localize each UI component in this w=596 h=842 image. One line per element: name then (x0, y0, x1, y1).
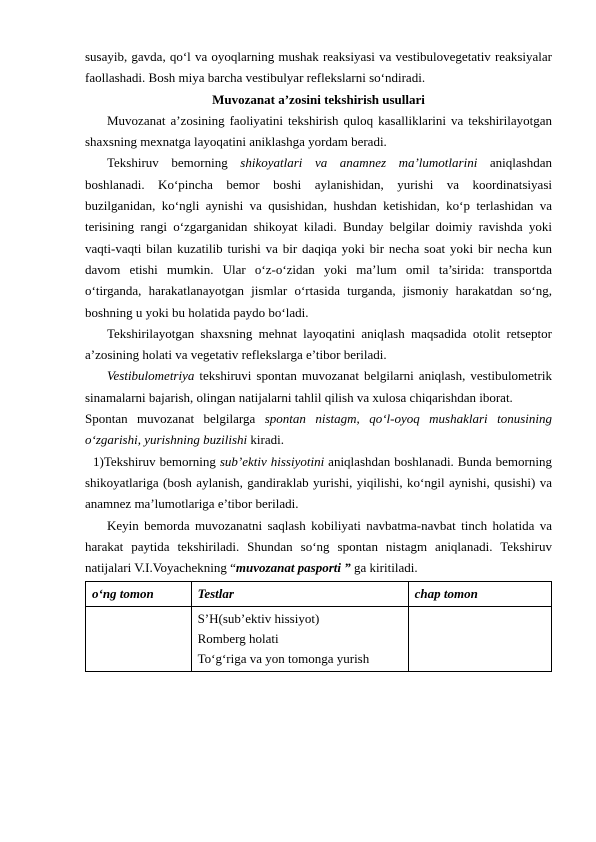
passport-table (85, 581, 552, 672)
paragraph-purpose: Muvozanat a’zosining faoliyatini tekshirish quloq kasalliklarini va tekshirilayotgan shaxsning mexnatga layoqatini aniklashga yordam beradi. (85, 112, 552, 150)
table-header-row (86, 582, 552, 607)
paragraph-vestibulometry: Vestibulometriya tekshiruvi spontan muvozanat belgilarni aniqlash, vestibulometrik sinamalarni bajarish, olingan natijalarni tahlil qilish va xulosa chiqarishdan iborat. (85, 368, 552, 405)
test-item: S’H(sub’ektiv hissiyot) (197, 611, 320, 627)
paragraph-intro: susayib, gavda, qo‘l va oyoqlarning mushak reaksiyasi va vestibulovegetativ reaksiyalar faollashadi. Bosh miya barcha vestibulyar reflekslarni so‘ndiradi. (85, 49, 552, 86)
test-item: Romberg holati (197, 631, 279, 647)
paragraph-subjective: 1)Tekshiruv bemorning sub’ektiv hissiyotini aniqlashdan boshlanadi. Bunda bemorning shikoyatlariga (bosh aylanish, gandiraklab yurishi, yiqilishi, ko‘ngil aynishi, qusishi) va anamnez ma’lumotlariga e’tibor beriladi. (85, 453, 552, 512)
test-item: To‘g‘riga va yon tomonga yurish (197, 651, 370, 667)
paragraph-passport: Keyin bemorda muvozanatni saqlash kobiliyati navbatma-navbat tinch holatida va harakat paytida tekshiriladi. Shundan so‘ng spontan nistagm aniqlanadi. Tekshiruv natijalari V.I.Voyachekning “muvozanat pasporti ” ga kiritiladi. (85, 517, 552, 576)
paragraph-spontaneous-signs: Spontan muvozanat belgilarga spontan nistagm, qo‘l-oyoq mushaklari tonusining o‘zgarishi, yurishning buzilishi kiradi. (85, 411, 553, 448)
header-tests: Testlar (191, 582, 408, 607)
table-row (86, 607, 552, 672)
section-heading: Muvozanat a’zosini tekshirish usullari (212, 91, 425, 107)
header-left-side: chap tomon (408, 582, 551, 607)
header-right-side: o‘ng tomon (86, 582, 192, 607)
document-page (85, 46, 552, 672)
paragraph-complaints: Tekshiruv bemorning shikoyatlari va anamnez ma’lumotlarini aniqlashdan boshlanadi. Ko‘pincha bemor boshi aylanishidan, yurishi va koordinatsiyasi buzilganidan, ko‘ngli aynishi va qusishidan, hushdan ketishidan, ko‘p terlashidan va terisining rangi o‘zgarganidan shikoyat kiladi. Bunday belgilar doimiy ravishda yoki vaqti-vaqti bilan kuzatilib turishi va bir daqiqa yoki bir necha soat yoki bir necha kun davom etishi mumkin. Ular o‘z-o‘zidan yoki ma’lum omil ta’sirida: transportda o‘tirganda, harakatlanayotgan jismlar o‘rtasida turganda, jismoniy harakatdan so‘ng, boshning u yoki bu holatida paydo bo‘ladi. (85, 155, 552, 320)
paragraph-work-capacity: Tekshirilayotgan shaxsning mehnat layoqatini aniqlash maqsadida otolit retseptor a’zosining holati va vegetativ reflekslarga e’tibor beriladi. (85, 325, 552, 363)
cell-right-side (86, 607, 192, 672)
cell-left-side (408, 607, 551, 672)
cell-tests (191, 607, 408, 672)
